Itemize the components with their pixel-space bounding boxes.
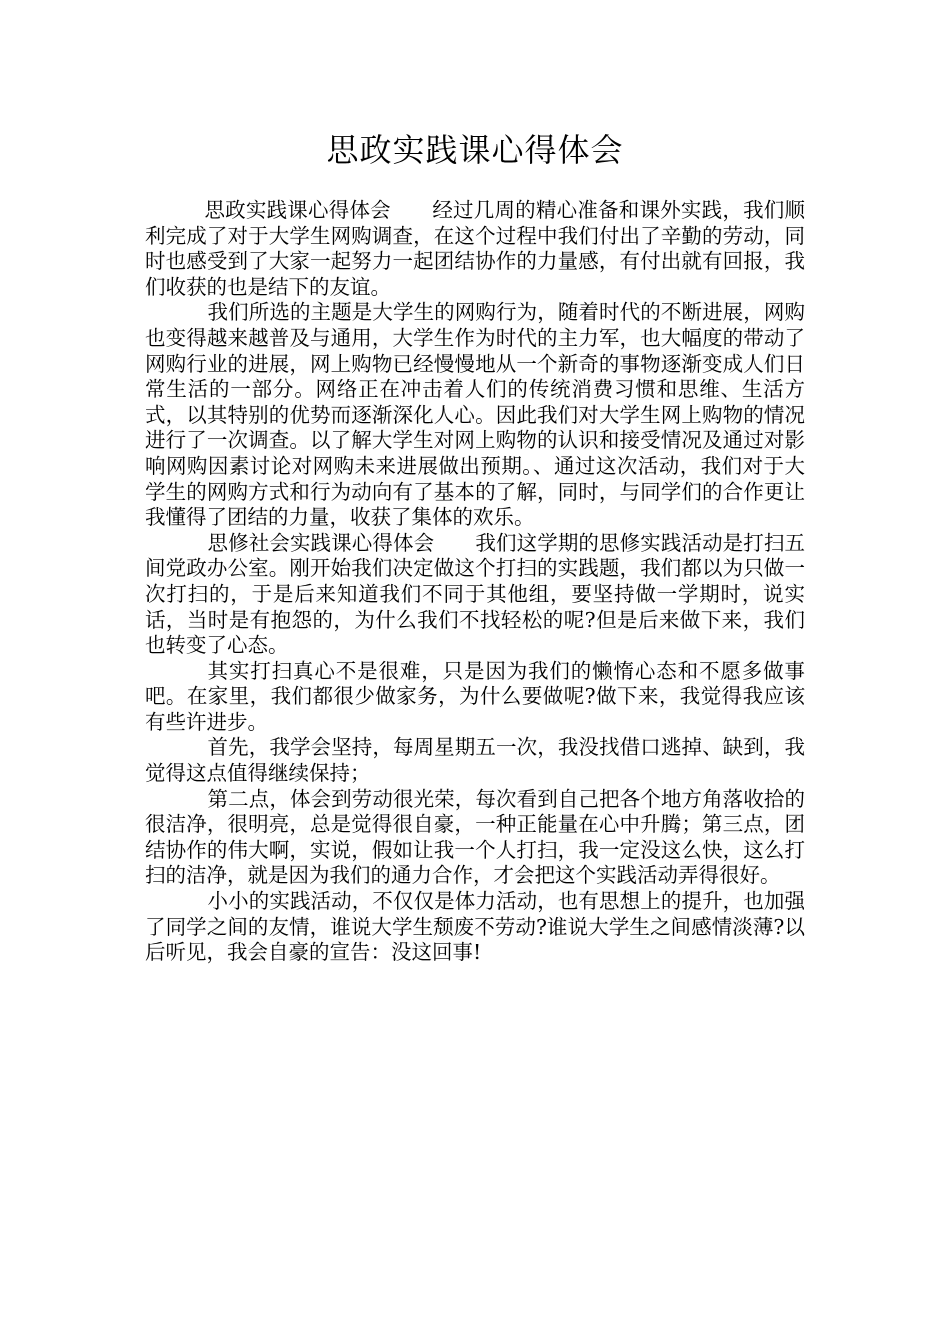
paragraph-7: 小小的实践活动，不仅仅是体力活动，也有思想上的提升，也加强了同学之间的友情，谁说大学生颓废不劳动?谁说大学生之间感情淡薄?以后听见，我会自豪的宣告：没这回事! [145,889,805,965]
paragraph-4: 其实打扫真心不是很难，只是因为我们的懒惰心态和不愿多做事吧。在家里，我们都很少做家务，为什么要做呢?做下来，我觉得我应该有些许进步。 [145,658,805,734]
paragraph-5: 首先，我学会坚持，每周星期五一次，我没找借口逃掉、缺到，我觉得这点值得继续保持； [145,735,805,786]
paragraph-6: 第二点，体会到劳动很光荣，每次看到自己把各个地方角落收拾的很洁净，很明亮，总是觉得很自豪，一种正能量在心中升腾；第三点，团结协作的伟大啊，实说，假如让我一个人打扫，我一定没这么快，这么打扫的洁净，就是因为我们的通力合作，才会把这个实践活动弄得很好。 [145,786,805,888]
paragraph-2: 我们所选的主题是大学生的网购行为，随着时代的不断进展，网购也变得越来越普及与通用，大学生作为时代的主力军，也大幅度的带动了网购行业的进展，网上购物已经慢慢地从一个新奇的事物逐渐变成人们日常生活的一部分。网络正在冲击着人们的传统消费习惯和思维、生活方式，以其特别的优势而逐渐深化人心。因此我们对大学生网上购物的情况进行了一次调查。以了解大学生对网上购物的认识和接受情况及通过对影响网购因素讨论对网购未来进展做出预期。、通过这次活动，我们对于大学生的网购方式和行为动向有了基本的了解，同时，与同学们的合作更让我懂得了团结的力量，收获了集体的欢乐。 [145,300,805,530]
paragraph-1: 思政实践课心得体会 经过几周的精心准备和课外实践，我们顺利完成了对于大学生网购调查，在这个过程中我们付出了辛勤的劳动，同时也感受到了大家一起努力一起团结协作的力量感，有付出就有回报，我们收获的也是结下的友谊。 [145,198,805,299]
document-body [145,198,805,966]
paragraph-3: 思修社会实践课心得体会 我们这学期的思修实践活动是打扫五间党政办公室。刚开始我们决定做这个打扫的实践题，我们都以为只做一次打扫的，于是后来知道我们不同于其他组，要坚持做一学期时，说实话，当时是有抱怨的，为什么我们不找轻松的呢?但是后来做下来，我们也转变了心态。 [145,530,805,658]
page-title: 思政实践课心得体会 [326,131,624,169]
